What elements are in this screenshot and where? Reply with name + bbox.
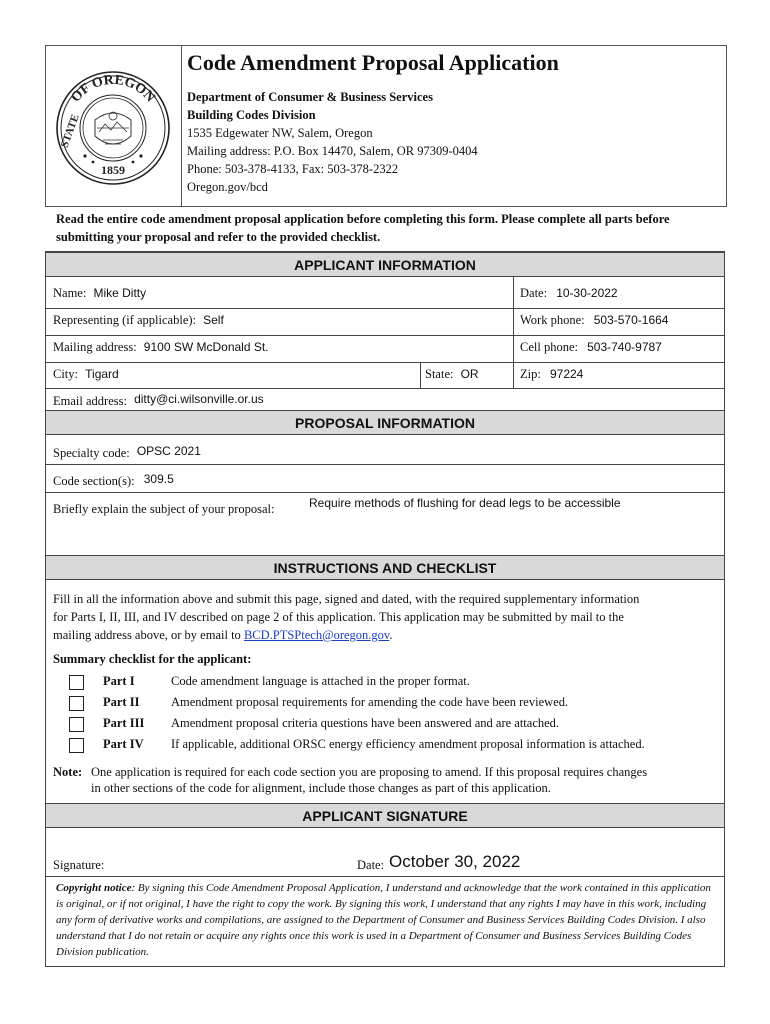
specialty-code-value: OPSC 2021 bbox=[136, 444, 201, 458]
part-ii-text: Amendment proposal requirements for amending the code have been reviewed. bbox=[171, 695, 569, 709]
row-divider bbox=[46, 464, 724, 465]
part-ii-label: Part II bbox=[103, 695, 140, 709]
signature-date-value[interactable]: October 30, 2022 bbox=[389, 852, 521, 871]
street-address: 1535 Edgewater NW, Salem, Oregon bbox=[187, 126, 373, 140]
part-ii-checkbox[interactable] bbox=[69, 696, 84, 711]
submission-email-link[interactable]: BCD.PTSPtech@oregon.gov bbox=[243, 628, 390, 642]
state-value: OR bbox=[460, 367, 479, 381]
instructions-line-3-end: . bbox=[389, 628, 393, 642]
copyright-label: Copyright notice bbox=[56, 882, 132, 894]
dept-name: Department of Consumer & Business Services bbox=[187, 90, 433, 104]
signature-heading: APPLICANT SIGNATURE bbox=[46, 803, 724, 828]
page-title: Code Amendment Proposal Application bbox=[187, 50, 559, 75]
seal-year: 1859 bbox=[101, 163, 125, 177]
code-sections-label: Code section(s): bbox=[53, 474, 135, 488]
subject-label: Briefly explain the subject of your proposal: bbox=[53, 502, 275, 516]
website: Oregon.gov/bcd bbox=[187, 180, 268, 194]
instructions-line-3 bbox=[53, 626, 721, 644]
signature-date-label: Date: bbox=[357, 858, 385, 872]
work-phone-field[interactable] bbox=[520, 313, 668, 328]
summary-checklist-heading: Summary checklist for the applicant: bbox=[53, 652, 252, 666]
seal-left-text: STATE bbox=[58, 112, 82, 150]
row-divider bbox=[46, 335, 724, 336]
email-value: ditty@ci.wilsonville.or.us bbox=[134, 392, 264, 406]
specialty-code-field[interactable] bbox=[53, 446, 201, 461]
intro-instructions: Read the entire code amendment proposal application before completing this form. Please complete all parts before submitting your proposal and refer to the provided checklist. bbox=[56, 212, 670, 244]
svg-text:OF OREGON bbox=[68, 73, 157, 106]
part-iii-checkbox[interactable] bbox=[69, 717, 84, 732]
name-label: Name: bbox=[53, 286, 87, 300]
cell-phone-value: 503-740-9787 bbox=[587, 340, 662, 354]
date-field[interactable] bbox=[520, 286, 618, 301]
row-divider bbox=[46, 362, 724, 363]
city-label: City: bbox=[53, 367, 79, 381]
mailing-address-field[interactable] bbox=[53, 340, 269, 355]
phone-fax: Phone: 503-378-4133, Fax: 503-378-2322 bbox=[187, 162, 399, 176]
applicant-info-heading: APPLICANT INFORMATION bbox=[46, 252, 724, 277]
instructions-line-1: Fill in all the information above and submit this page, signed and dated, with the required supplementary information bbox=[53, 592, 640, 606]
state-field[interactable] bbox=[425, 367, 479, 382]
signature-label: Signature: bbox=[53, 858, 105, 872]
mailing-address: Mailing address: P.O. Box 14470, Salem, OR 97309-0404 bbox=[187, 144, 478, 158]
part-iv-text: If applicable, additional ORSC energy efficiency amendment proposal information is attached. bbox=[171, 737, 645, 751]
zip-label: Zip: bbox=[520, 367, 541, 381]
name-value: Mike Ditty bbox=[93, 286, 147, 300]
proposal-info-heading: PROPOSAL INFORMATION bbox=[46, 410, 724, 435]
row-divider bbox=[46, 876, 724, 877]
column-divider bbox=[420, 362, 421, 388]
zip-field[interactable] bbox=[520, 367, 583, 382]
subject-value[interactable]: Require methods of flushing for dead legs to be accessible bbox=[309, 496, 621, 510]
part-iii-label: Part III bbox=[103, 716, 145, 730]
email-field[interactable] bbox=[53, 394, 264, 409]
date-label: Date: bbox=[520, 286, 548, 300]
part-iv-checkbox[interactable] bbox=[69, 738, 84, 753]
note-label: Note: bbox=[53, 765, 83, 779]
row-divider bbox=[46, 308, 724, 309]
city-field[interactable] bbox=[53, 367, 119, 382]
date-value: 10-30-2022 bbox=[556, 286, 618, 300]
city-value: Tigard bbox=[85, 367, 119, 381]
representing-label: Representing (if applicable): bbox=[53, 313, 196, 327]
work-phone-value: 503-570-1664 bbox=[593, 313, 669, 327]
row-divider bbox=[46, 492, 724, 493]
mailing-address-value: 9100 SW McDonald St. bbox=[143, 340, 269, 354]
signature-field[interactable] bbox=[110, 846, 350, 870]
code-sections-value: 309.5 bbox=[143, 472, 174, 486]
note-line-1: One application is required for each code section you are proposing to amend. If this proposal requires changes bbox=[91, 765, 648, 779]
oregon-seal-icon bbox=[55, 70, 171, 186]
copyright-text: : By signing this Code Amendment Proposal Application, I understand and acknowledge that the work contained in this application is original, or if not original, I have the right to copy the work. By signing this work, I understand that any rights I may have in this work, including any form of derivative works and compilations, are assigned to the Department of Consumer and Business Services Building Codes Division. I also understand that I do not retain or acquire any rights once this work is used in a Department of Consumer and Business Services Building Codes Division publication. bbox=[56, 882, 711, 958]
row-divider bbox=[46, 388, 724, 389]
note-line-2: in other sections of the code for alignment, include those changes as part of this application. bbox=[91, 781, 551, 795]
part-iii-text: Amendment proposal criteria questions have been answered and are attached. bbox=[171, 716, 560, 730]
name-field[interactable] bbox=[53, 286, 146, 301]
seal-top-text: OF OREGON bbox=[68, 72, 158, 106]
division-name: Building Codes Division bbox=[187, 108, 316, 122]
copyright-notice bbox=[56, 880, 718, 960]
mailing-address-label: Mailing address: bbox=[53, 340, 137, 354]
email-label: Email address: bbox=[53, 394, 127, 408]
instructions-line-3-text: mailing address above, or by email to bbox=[53, 628, 244, 642]
instructions-line-2: for Parts I, II, III, and IV described on page 2 of this application. This application may be submitted by mail to the bbox=[53, 610, 624, 624]
part-i-label: Part I bbox=[103, 674, 135, 688]
column-divider bbox=[513, 277, 514, 388]
zip-value: 97224 bbox=[549, 367, 584, 381]
code-sections-field[interactable] bbox=[53, 474, 174, 489]
specialty-code-label: Specialty code: bbox=[53, 446, 130, 460]
part-i-text: Code amendment language is attached in the proper format. bbox=[171, 674, 470, 688]
instructions-heading: INSTRUCTIONS AND CHECKLIST bbox=[46, 555, 724, 580]
representing-value: Self bbox=[203, 313, 224, 327]
representing-field[interactable] bbox=[53, 313, 224, 328]
header-divider bbox=[181, 45, 182, 207]
part-i-checkbox[interactable] bbox=[69, 675, 84, 690]
state-label: State: bbox=[425, 367, 454, 381]
cell-phone-label: Cell phone: bbox=[520, 340, 578, 354]
part-iv-label: Part IV bbox=[103, 737, 144, 751]
work-phone-label: Work phone: bbox=[520, 313, 585, 327]
cell-phone-field[interactable] bbox=[520, 340, 662, 355]
